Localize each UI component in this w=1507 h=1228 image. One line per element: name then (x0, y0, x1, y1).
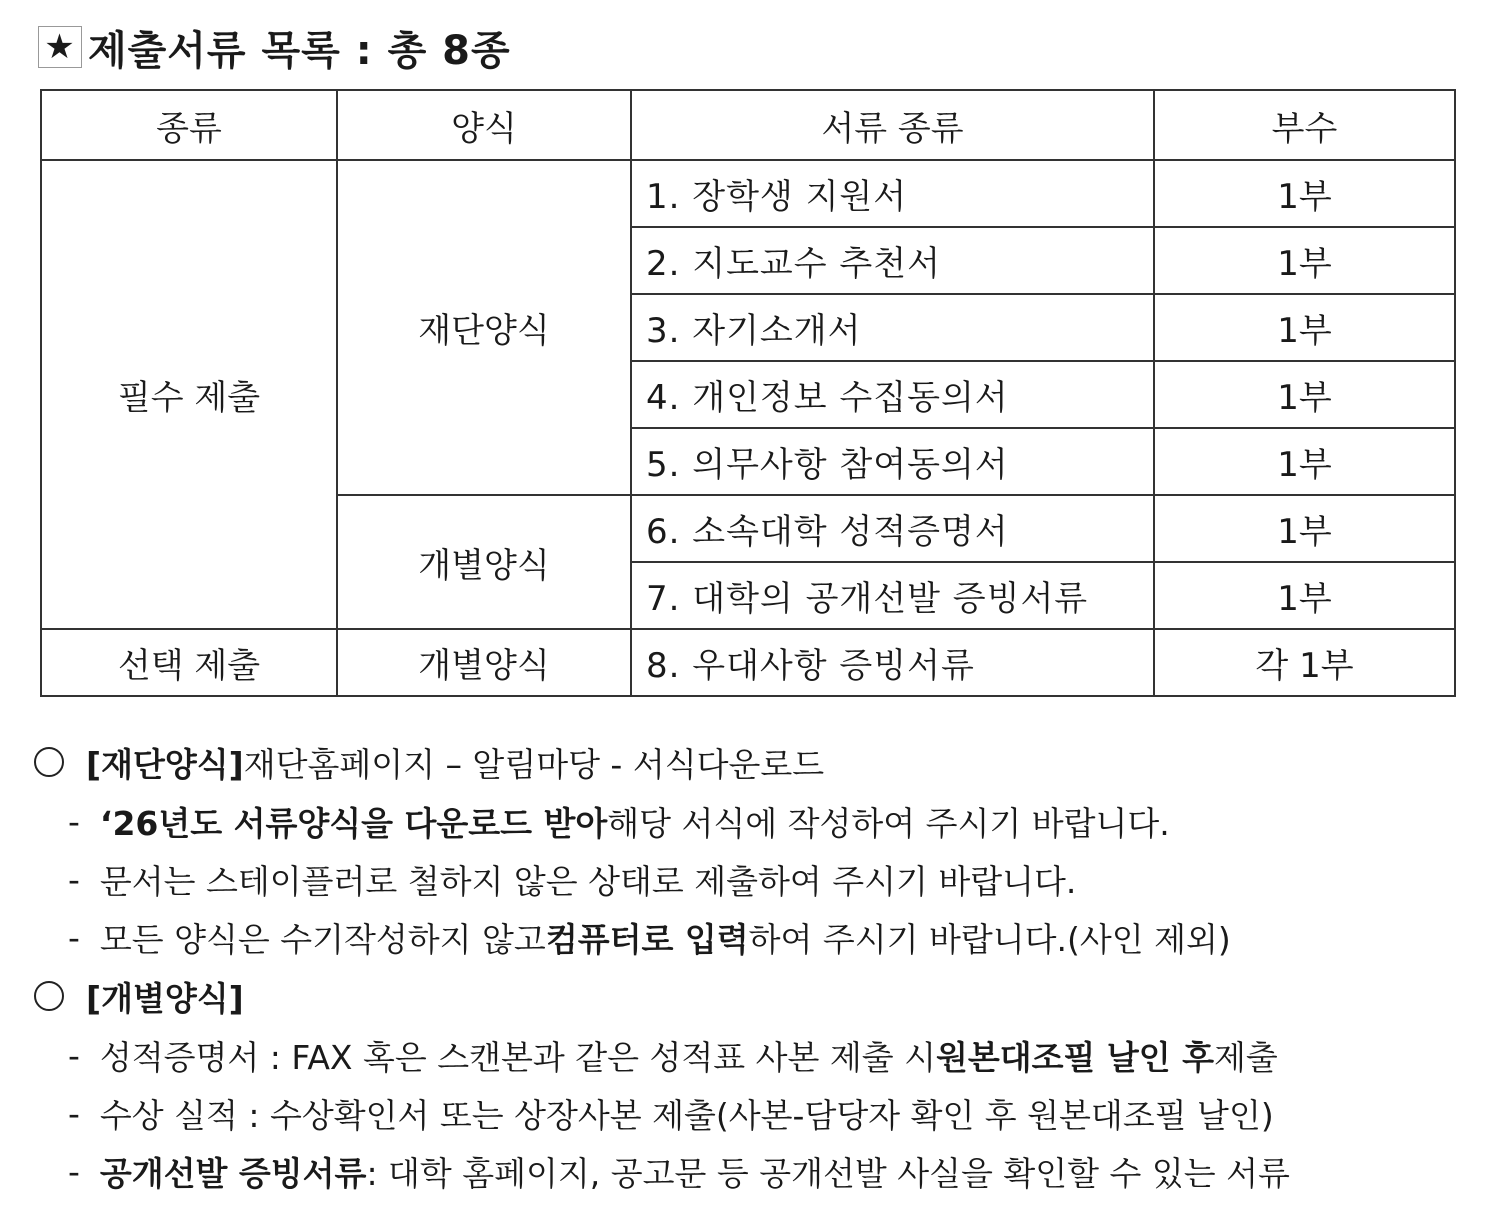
document-name: 5. 의무사항 참여동의서 (631, 428, 1154, 495)
foundation-path: 재단홈페이지 – 알림마당 - 서식다운로드 (243, 744, 825, 784)
document-name: 3. 자기소개서 (631, 294, 1154, 361)
header-document: 서류 종류 (631, 90, 1154, 160)
note-text: 수상 실적 : 수상확인서 또는 상장사본 제출(사본-담당자 확인 후 원본대조필 날인) (99, 1095, 1274, 1135)
star-icon: ★ (38, 26, 82, 68)
note-bold: 공개선발 증빙서류 (99, 1153, 367, 1193)
header-form: 양식 (337, 90, 631, 160)
table-header-row (41, 90, 1455, 160)
circle-bullet-icon (34, 981, 64, 1011)
copies: 1부 (1154, 562, 1455, 629)
category-required: 필수 제출 (41, 160, 337, 629)
table-row (41, 160, 1455, 227)
copies: 1부 (1154, 227, 1455, 294)
list-item (30, 792, 1490, 850)
dash-icon: - (68, 1093, 80, 1133)
note-text: 문서는 스테이플러로 철하지 않은 상태로 제출하여 주시기 바랍니다. (99, 861, 1077, 901)
note-text: 하여 주시기 바랍니다.(사인 제외) (748, 919, 1231, 959)
notes-section (30, 732, 1490, 1200)
list-item (30, 1084, 1490, 1142)
copies: 1부 (1154, 428, 1455, 495)
document-name: 7. 대학의 공개선발 증빙서류 (631, 562, 1154, 629)
foundation-label: [재단양식] (86, 744, 244, 784)
dash-icon: - (68, 859, 80, 899)
form-individual: 개별양식 (337, 629, 631, 696)
category-optional: 선택 제출 (41, 629, 337, 696)
list-item (30, 1142, 1490, 1200)
circle-bullet-icon (34, 747, 64, 777)
note-text: 성적증명서 : FAX 혹은 스캔본과 같은 성적표 사본 제출 시 (99, 1037, 937, 1077)
document-name: 2. 지도교수 추천서 (631, 227, 1154, 294)
form-foundation: 재단양식 (337, 160, 631, 495)
note-text: 제출 (1214, 1037, 1278, 1077)
dash-icon: - (68, 917, 80, 957)
individual-heading (30, 966, 1490, 1026)
note-bold: ‘26년도 서류양식을 다운로드 받아 (99, 803, 608, 843)
copies: 각 1부 (1154, 629, 1455, 696)
list-item (30, 850, 1490, 908)
document-name: 6. 소속대학 성적증명서 (631, 495, 1154, 562)
page-title-text: 제출서류 목록 : 총 8종 (88, 27, 511, 74)
note-text: : 대학 홈페이지, 공고문 등 공개선발 사실을 확인할 수 있는 서류 (366, 1153, 1290, 1193)
document-name: 1. 장학생 지원서 (631, 160, 1154, 227)
document-table (40, 89, 1456, 697)
dash-icon: - (68, 1151, 80, 1191)
copies: 1부 (1154, 495, 1455, 562)
note-bold: 컴퓨터로 입력 (545, 919, 749, 959)
copies: 1부 (1154, 361, 1455, 428)
foundation-heading (30, 732, 1490, 792)
note-bold: 원본대조필 날인 후 (936, 1037, 1215, 1077)
form-individual: 개별양식 (337, 495, 631, 629)
note-text: 해당 서식에 작성하여 주시기 바랍니다. (607, 803, 1170, 843)
dash-icon: - (68, 801, 80, 841)
dash-icon: - (68, 1035, 80, 1075)
page-title (38, 22, 511, 72)
document-name: 4. 개인정보 수집동의서 (631, 361, 1154, 428)
copies: 1부 (1154, 294, 1455, 361)
copies: 1부 (1154, 160, 1455, 227)
list-item (30, 1026, 1490, 1084)
table-row (41, 629, 1455, 696)
header-copies: 부수 (1154, 90, 1455, 160)
header-category: 종류 (41, 90, 337, 160)
document-name: 8. 우대사항 증빙서류 (631, 629, 1154, 696)
note-text: 모든 양식은 수기작성하지 않고 (99, 919, 546, 959)
individual-label: [개별양식] (86, 978, 244, 1018)
list-item (30, 908, 1490, 966)
